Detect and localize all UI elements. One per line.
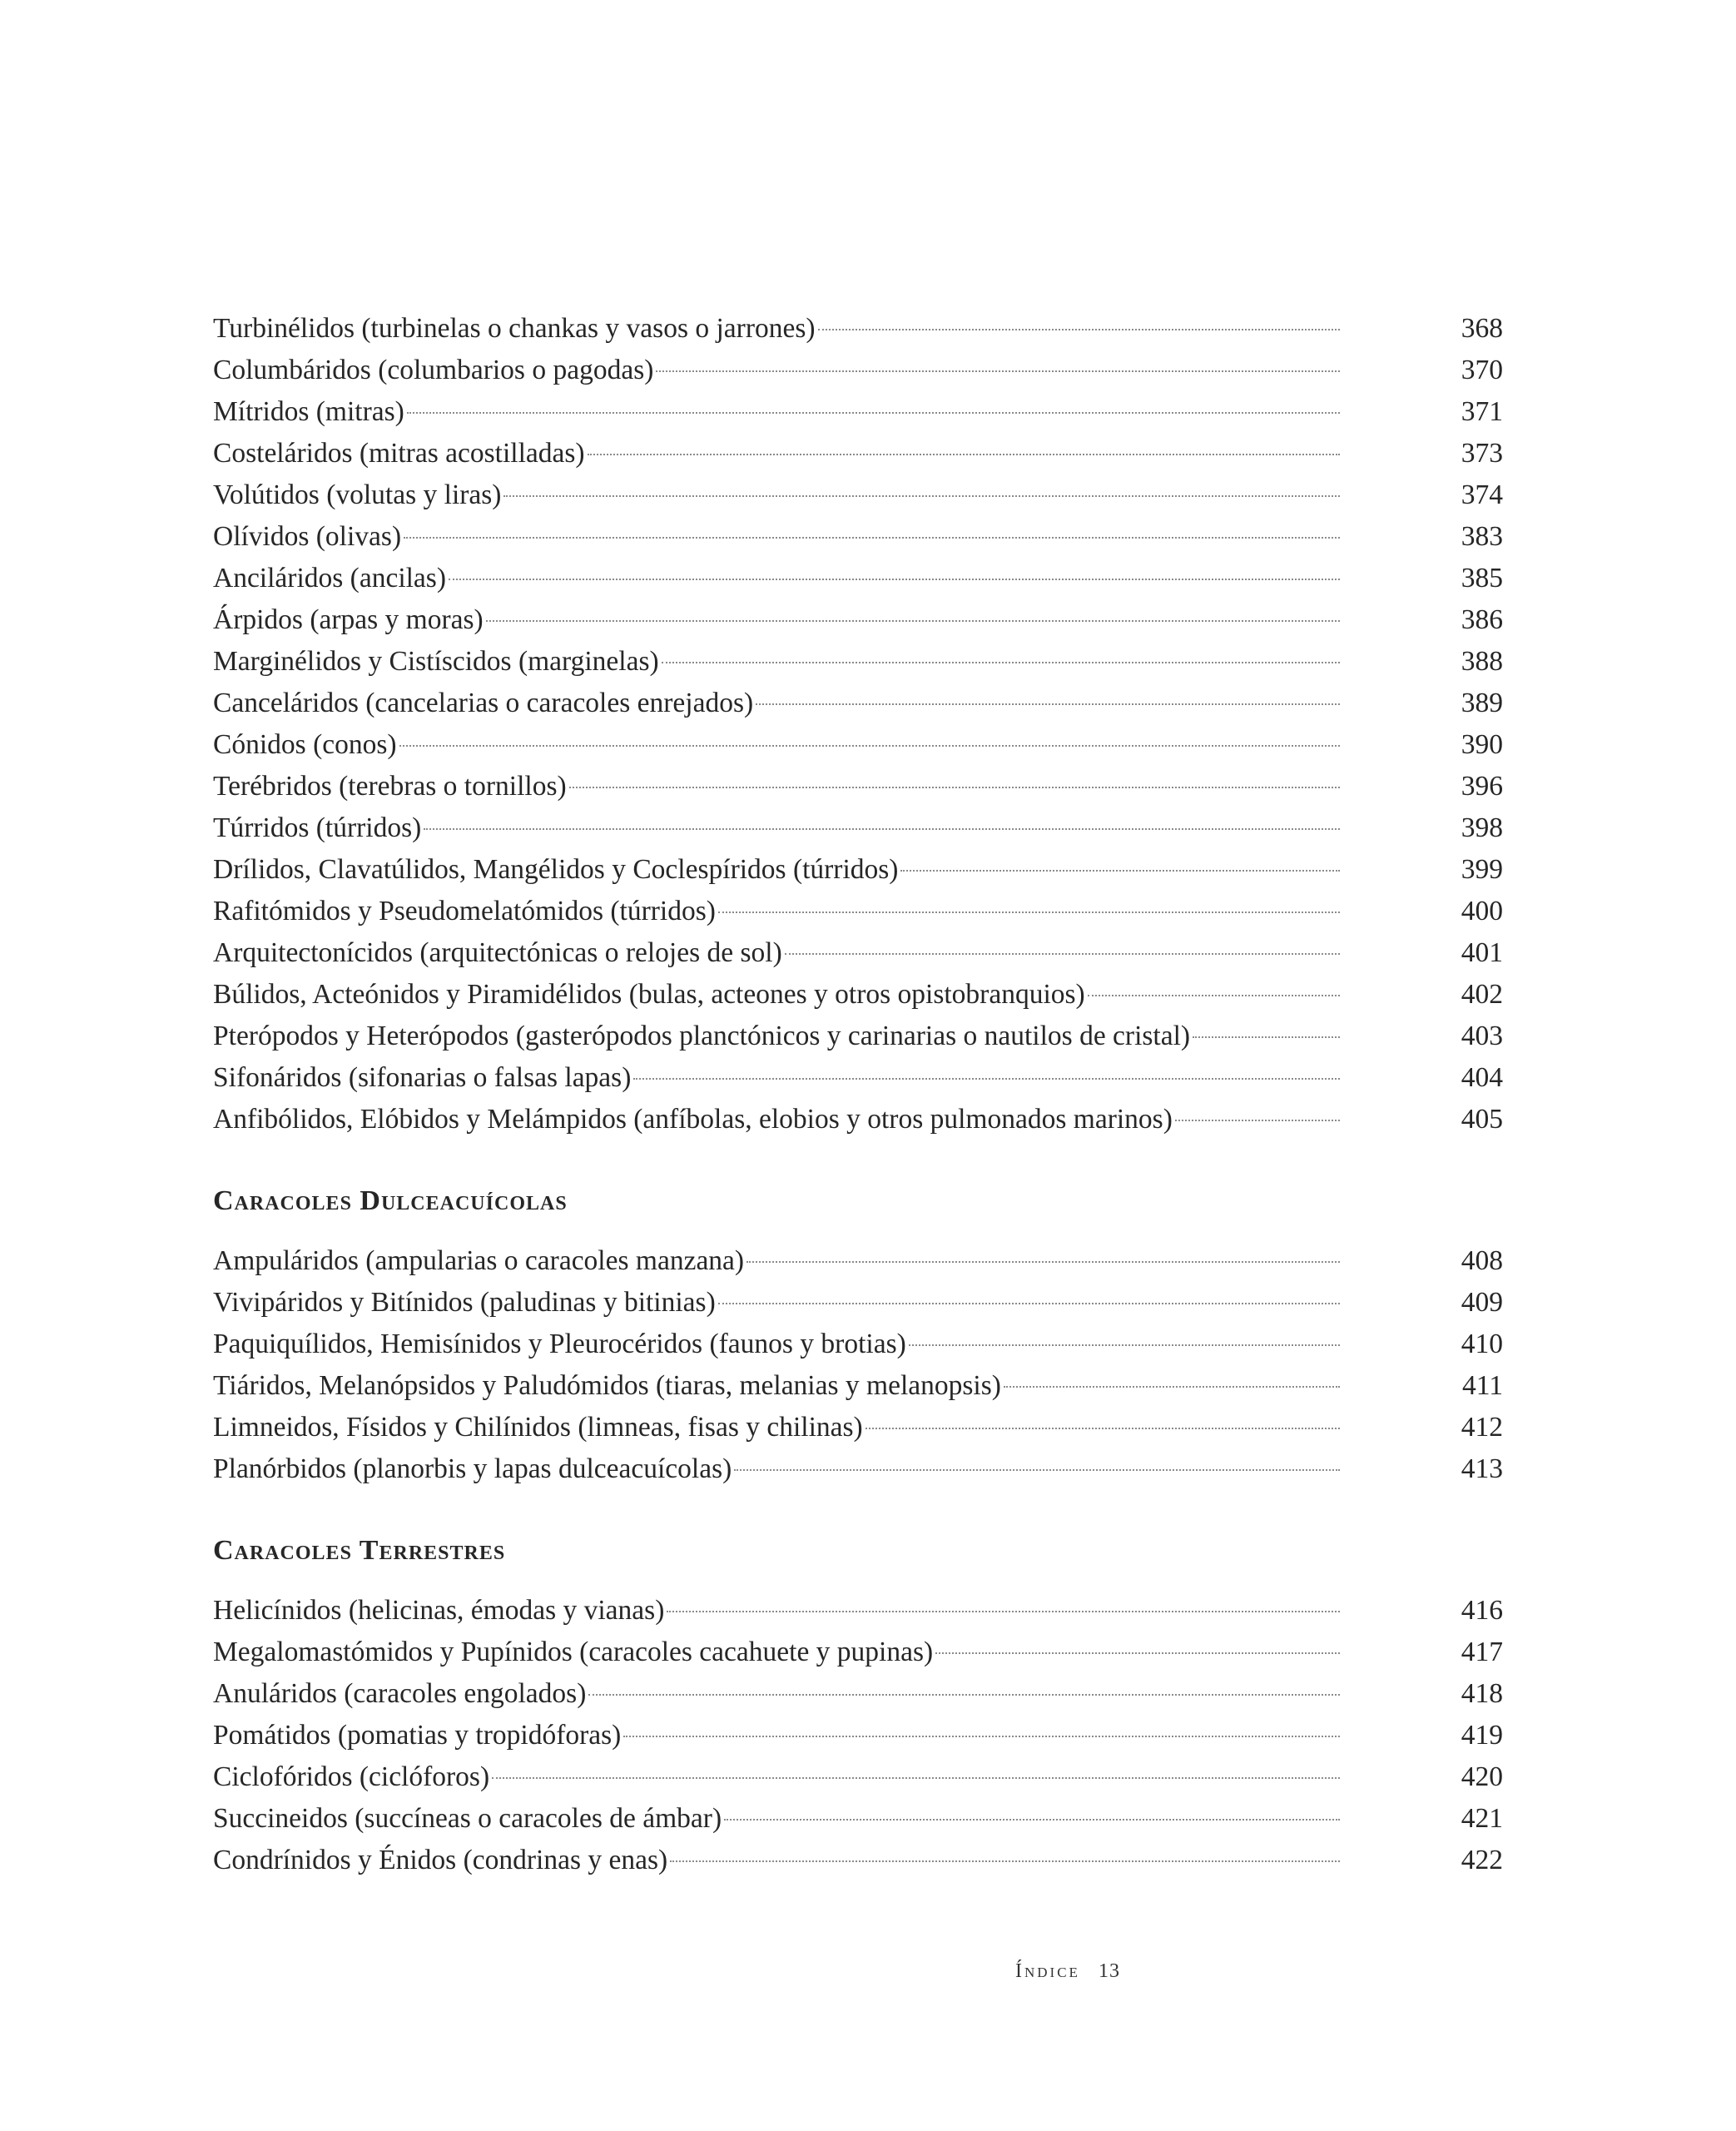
entry-page-number: 419 [1461, 1720, 1503, 1751]
dot-leader-area [631, 1085, 1342, 1086]
dot-leader [588, 1694, 1340, 1696]
index-list-terrestrial [213, 1590, 1503, 1881]
dot-leader [656, 370, 1340, 372]
dot-leader-area [816, 335, 1342, 337]
dot-leader [909, 1344, 1340, 1346]
dot-leader [1193, 1036, 1340, 1038]
dot-leader [670, 1860, 1340, 1862]
entry-title: Drílidos, Clavatúlidos, Mangélidos y Coclespíridos (túrridos) [213, 854, 899, 885]
index-entry [213, 724, 1503, 766]
dot-leader [1175, 1120, 1340, 1121]
entry-page-number: 410 [1461, 1329, 1503, 1359]
entry-title: Mítridos (mitras) [213, 396, 404, 427]
entry-title: Pomátidos (pomatias y tropidóforas) [213, 1720, 622, 1751]
entry-title: Pterópodos y Heterópodos (gasterópodos planctónicos y carinarias o nautilos de cristal) [213, 1021, 1191, 1051]
index-entry [213, 1673, 1503, 1715]
index-entry [213, 350, 1503, 391]
entry-page-number: 416 [1461, 1595, 1503, 1626]
dot-leader-area [397, 752, 1342, 753]
entry-title: Limneidos, Físidos y Chilínidos (limneas, fisas y chilinas) [213, 1412, 863, 1443]
dot-leader [866, 1428, 1340, 1429]
index-entry [213, 1632, 1503, 1673]
dot-leader [503, 495, 1340, 497]
entry-title: Anuláridos (caracoles engolados) [213, 1678, 587, 1709]
dot-leader [734, 1469, 1340, 1471]
dot-leader [486, 620, 1340, 622]
index-entry [213, 932, 1503, 974]
dot-leader [900, 870, 1340, 872]
footer-page-number: 13 [1098, 1960, 1120, 1982]
dot-leader-area [659, 668, 1342, 670]
entry-title: Succineidos (succíneas o caracoles de ámbar) [213, 1803, 722, 1834]
entry-page-number: 370 [1461, 355, 1503, 385]
dot-leader [407, 412, 1340, 414]
dot-leader-area [744, 1268, 1342, 1269]
dot-leader-area [664, 1617, 1342, 1619]
entry-page-number: 400 [1461, 896, 1503, 926]
dot-leader-area [782, 960, 1342, 961]
index-entry [213, 807, 1503, 849]
entry-page-number: 388 [1461, 646, 1503, 677]
dot-leader [667, 1611, 1340, 1612]
entry-title: Anfibólidos, Elóbidos y Melámpidos (anfíbolas, elobios y otros pulmonados marinos) [213, 1104, 1173, 1135]
entry-title: Arquitectonícidos (arquitectónicas o relojes de sol) [213, 937, 782, 968]
dot-leader-area [653, 377, 1342, 379]
entry-page-number: 396 [1461, 771, 1503, 802]
index-entry [213, 766, 1503, 807]
dot-leader [404, 537, 1340, 539]
dot-leader-area [863, 1434, 1342, 1436]
entry-page-number: 390 [1461, 729, 1503, 760]
dot-leader [718, 1303, 1340, 1304]
dot-leader-area [501, 502, 1342, 504]
entry-page-number: 386 [1461, 604, 1503, 635]
entry-page-number: 403 [1461, 1021, 1503, 1051]
index-entry [213, 433, 1503, 474]
entry-page-number: 371 [1461, 396, 1503, 427]
index-entry [213, 891, 1503, 932]
entry-title: Helicínidos (helicinas, émodas y vianas) [213, 1595, 665, 1626]
dot-leader [756, 703, 1340, 705]
footer-label: Índice [1015, 1960, 1080, 1982]
dot-leader-area [446, 585, 1342, 587]
dot-leader [633, 1078, 1340, 1080]
dot-leader [935, 1652, 1340, 1654]
entry-page-number: 389 [1461, 688, 1503, 718]
dot-leader [569, 787, 1340, 788]
index-entry [213, 1448, 1503, 1490]
dot-leader [724, 1819, 1340, 1821]
dot-leader-area [667, 1867, 1342, 1869]
dot-leader [662, 662, 1340, 663]
index-entry [213, 1240, 1503, 1282]
entry-page-number: 373 [1461, 438, 1503, 469]
dot-leader-area [1190, 1043, 1342, 1045]
entry-page-number: 399 [1461, 854, 1503, 885]
dot-leader-area [401, 544, 1342, 545]
dot-leader [399, 745, 1340, 747]
index-entry [213, 1756, 1503, 1798]
dot-leader-area [716, 1309, 1342, 1311]
index-entry [213, 1324, 1503, 1365]
entry-page-number: 413 [1461, 1453, 1503, 1484]
dot-leader [1004, 1386, 1340, 1388]
entry-page-number: 409 [1461, 1287, 1503, 1318]
dot-leader-area [585, 460, 1342, 462]
entry-page-number: 408 [1461, 1245, 1503, 1276]
dot-leader [718, 912, 1340, 913]
index-entry [213, 1099, 1503, 1140]
dot-leader-area [567, 793, 1342, 795]
index-entry [213, 641, 1503, 683]
entry-page-number: 421 [1461, 1803, 1503, 1834]
section-heading-terrestrial: Caracoles Terrestres [213, 1535, 506, 1566]
entry-title: Tiáridos, Melanópsidos y Paludómidos (tiaras, melanias y melanopsis) [213, 1370, 1001, 1401]
entry-page-number: 417 [1461, 1637, 1503, 1667]
index-entry [213, 683, 1503, 724]
entry-title: Marginélidos y Cistíscidos (marginelas) [213, 646, 659, 677]
dot-leader-area [716, 918, 1342, 920]
entry-page-number: 368 [1461, 313, 1503, 344]
entry-page-number: 422 [1461, 1845, 1503, 1875]
entry-title: Túrridos (túrridos) [213, 812, 422, 843]
index-content [213, 308, 1503, 1881]
entry-title: Vivipáridos y Bitínidos (paludinas y bitinias) [213, 1287, 716, 1318]
dot-leader [449, 579, 1340, 580]
index-entry [213, 974, 1503, 1016]
dot-leader-area [1085, 1001, 1342, 1003]
entry-title: Terébridos (terebras o tornillos) [213, 771, 567, 802]
entry-page-number: 418 [1461, 1678, 1503, 1709]
index-entry [213, 474, 1503, 516]
entry-title: Columbáridos (columbarios o pagodas) [213, 355, 654, 385]
page-footer [1015, 1960, 1120, 1983]
entry-page-number: 401 [1461, 937, 1503, 968]
entry-title: Volútidos (volutas y liras) [213, 479, 502, 510]
index-entry [213, 1365, 1503, 1407]
entry-page-number: 385 [1461, 563, 1503, 594]
dot-leader-area [489, 1784, 1342, 1786]
dot-leader-area [933, 1659, 1342, 1661]
dot-leader-area [898, 877, 1342, 878]
dot-leader-area [1001, 1393, 1342, 1394]
index-list-marine [213, 308, 1503, 1140]
entry-page-number: 398 [1461, 812, 1503, 843]
entry-title: Turbinélidos (turbinelas o chankas y vasos o jarrones) [213, 313, 816, 344]
dot-leader-area [586, 1701, 1342, 1702]
entry-page-number: 412 [1461, 1412, 1503, 1443]
entry-title: Árpidos (arpas y moras) [213, 604, 484, 635]
index-entry [213, 516, 1503, 558]
dot-leader-area [421, 835, 1342, 837]
entry-title: Sifonáridos (sifonarias o falsas lapas) [213, 1062, 632, 1093]
dot-leader-area [906, 1351, 1342, 1353]
index-entry [213, 599, 1503, 641]
entry-title: Planórbidos (planorbis y lapas dulceacuícolas) [213, 1453, 732, 1484]
entry-title: Cónidos (conos) [213, 729, 397, 760]
entry-title: Condrínidos y Énidos (condrinas y enas) [213, 1845, 668, 1875]
dot-leader-area [722, 1826, 1342, 1827]
index-entry [213, 1715, 1503, 1756]
entry-title: Canceláridos (cancelarias o caracoles enrejados) [213, 688, 754, 718]
entry-title: Búlidos, Acteónidos y Piramidélidos (bulas, acteones y otros opistobranquios) [213, 979, 1085, 1010]
entry-title: Rafitómidos y Pseudomelatómidos (túrridos) [213, 896, 716, 926]
index-entry [213, 1798, 1503, 1840]
entry-page-number: 402 [1461, 979, 1503, 1010]
dot-leader [785, 953, 1340, 955]
entry-page-number: 404 [1461, 1062, 1503, 1093]
entry-title: Olívidos (olivas) [213, 521, 402, 552]
entry-page-number: 420 [1461, 1761, 1503, 1792]
dot-leader-area [621, 1742, 1342, 1744]
dot-leader [1088, 995, 1340, 996]
index-entry [213, 1016, 1503, 1057]
index-entry [213, 391, 1503, 433]
index-entry [213, 558, 1503, 599]
dot-leader-area [484, 627, 1342, 628]
dot-leader-area [732, 1476, 1342, 1478]
entry-page-number: 405 [1461, 1104, 1503, 1135]
dot-leader [588, 454, 1340, 455]
index-entry [213, 1282, 1503, 1324]
index-entry [213, 1840, 1503, 1881]
entry-title: Anciláridos (ancilas) [213, 563, 446, 594]
dot-leader-area [753, 710, 1342, 712]
index-entry [213, 849, 1503, 891]
entry-title: Ciclofóridos (ciclóforos) [213, 1761, 490, 1792]
entry-page-number: 383 [1461, 521, 1503, 552]
entry-title: Paquiquílidos, Hemisínidos y Pleurocéridos (faunos y brotias) [213, 1329, 906, 1359]
section-heading-freshwater: Caracoles Dulceacuícolas [213, 1185, 568, 1216]
dot-leader-area [404, 419, 1342, 420]
index-entry [213, 308, 1503, 350]
dot-leader [818, 329, 1340, 330]
entry-title: Costeláridos (mitras acostilladas) [213, 438, 585, 469]
index-list-freshwater [213, 1240, 1503, 1490]
dot-leader-area [1173, 1126, 1342, 1128]
index-entry [213, 1057, 1503, 1099]
index-entry [213, 1590, 1503, 1632]
entry-title: Megalomastómidos y Pupínidos (caracoles cacahuete y pupinas) [213, 1637, 934, 1667]
dot-leader [492, 1777, 1340, 1779]
dot-leader [746, 1261, 1340, 1263]
dot-leader [623, 1736, 1340, 1737]
index-entry [213, 1407, 1503, 1448]
entry-title: Ampuláridos (ampularias o caracoles manzana) [213, 1245, 745, 1276]
entry-page-number: 374 [1461, 479, 1503, 510]
dot-leader [424, 828, 1340, 830]
entry-page-number: 411 [1461, 1370, 1503, 1401]
